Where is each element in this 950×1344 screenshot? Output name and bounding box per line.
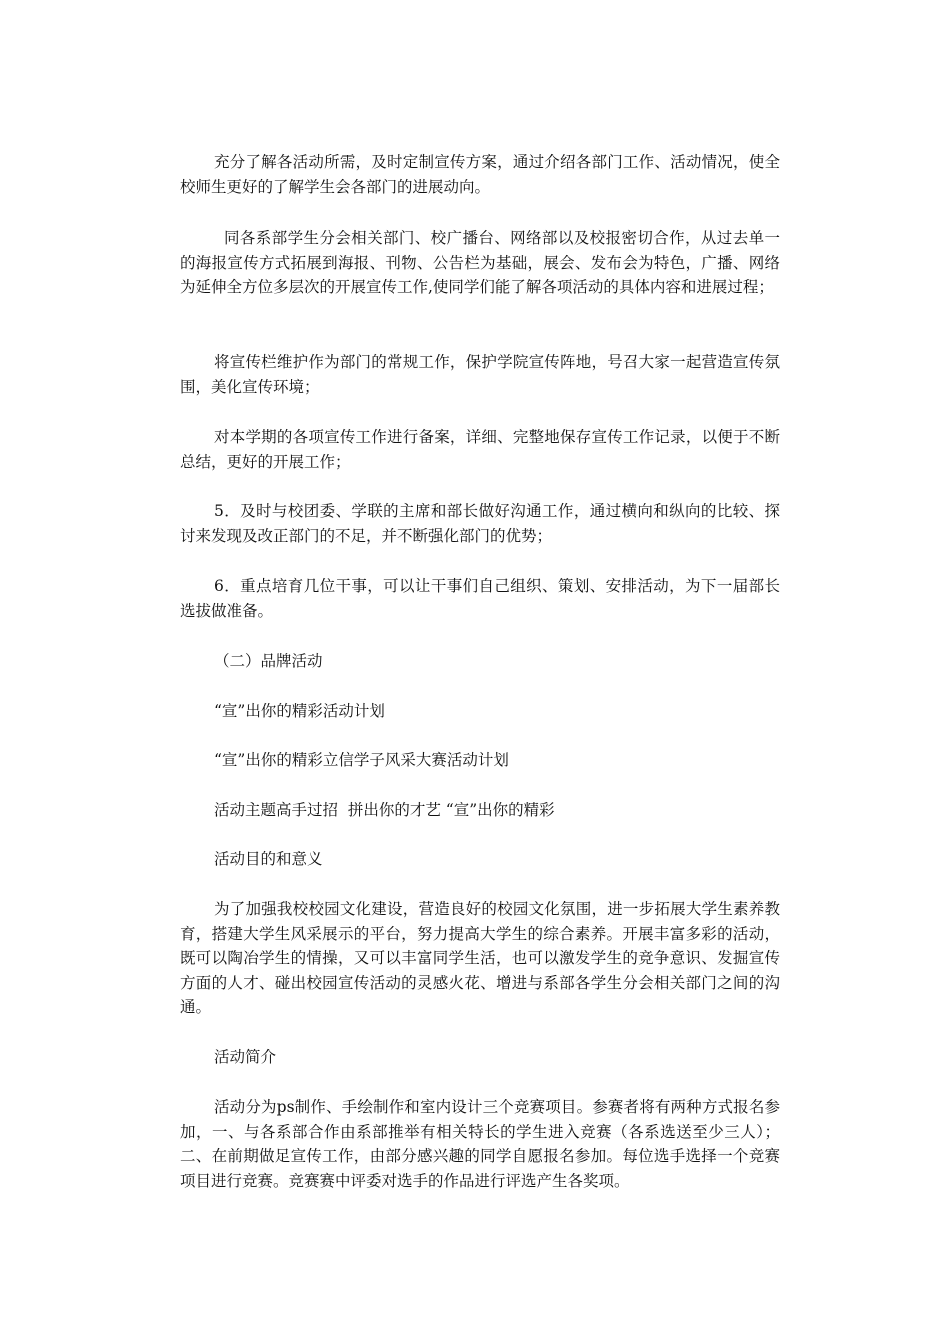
paragraph-bulletin-maintenance: 将宣传栏维护作为部门的常规工作，保护学院宣传阵地，号召大家一起营造宣传氛围，美化宣传环境； <box>180 353 780 396</box>
plan-subtitle: “宣”出你的精彩立信学子风采大赛活动计划 <box>214 751 509 769</box>
paragraph-purpose: 为了加强我校校园文化建设，营造良好的校园文化氛围，进一步拓展大学生素养教育，搭建大学生风采展示的平台，努力提高大学生的综合素养。开展丰富多彩的活动，既可以陶冶学生的情操，又可以丰富同学生活，也可以激发学生的竞争意识、发掘宣传方面的人才、碰出校园宣传活动的灵感火花、增进与系部各学生分会相关部门之间的沟通。 <box>180 900 780 1016</box>
paragraph-record-keeping: 对本学期的各项宣传工作进行备案，详细、完整地保存宣传工作记录，以便于不断总结，更好的开展工作； <box>180 428 780 471</box>
activity-theme: 活动主题高手过招 拼出你的才艺 “宣”出你的精彩 <box>214 801 555 819</box>
paragraph-cooperation: 同各系部学生分会相关部门、校广播台、网络部以及校报密切合作，从过去单一的海报宣传方式拓展到海报、刊物、公告栏为基础，展会、发布会为特色，广播、网络为延伸全方位多层次的开展宣传工作,使同学们能了解各项活动的具体内容和进展过程； <box>180 229 780 296</box>
paragraph-item-6: 6．重点培育几位干事，可以让干事们自己组织、策划、安排活动，为下一届部长选拔做准备。 <box>180 577 780 620</box>
paragraph-item-5: 5．及时与校团委、学联的主席和部长做好沟通工作，通过横向和纵向的比较、探讨来发现及改正部门的不足，并不断强化部门的优势； <box>180 502 780 545</box>
paragraph-publicity-plan: 充分了解各活动所需，及时定制宣传方案，通过介绍各部门工作、活动情况，使全校师生更好的了解学生会各部门的进展动向。 <box>180 153 780 196</box>
heading-purpose: 活动目的和意义 <box>214 850 323 868</box>
section-heading-brand-activity: （二）品牌活动 <box>214 652 323 670</box>
paragraph-introduction: 活动分为ps制作、手绘制作和室内设计三个竞赛项目。参赛者将有两种方式报名参加，一、与各系部合作由系部推举有相关特长的学生进入竞赛（各系选送至少三人）；二、在前期做足宣传工作，由部分感兴趣的同学自愿报名参加。每位选手选择一个竞赛项目进行竞赛。竞赛赛中评委对选手的作品进行评选产生各奖项。 <box>180 1098 780 1190</box>
heading-introduction: 活动简介 <box>214 1048 277 1066</box>
plan-title: “宣”出你的精彩活动计划 <box>214 702 385 720</box>
